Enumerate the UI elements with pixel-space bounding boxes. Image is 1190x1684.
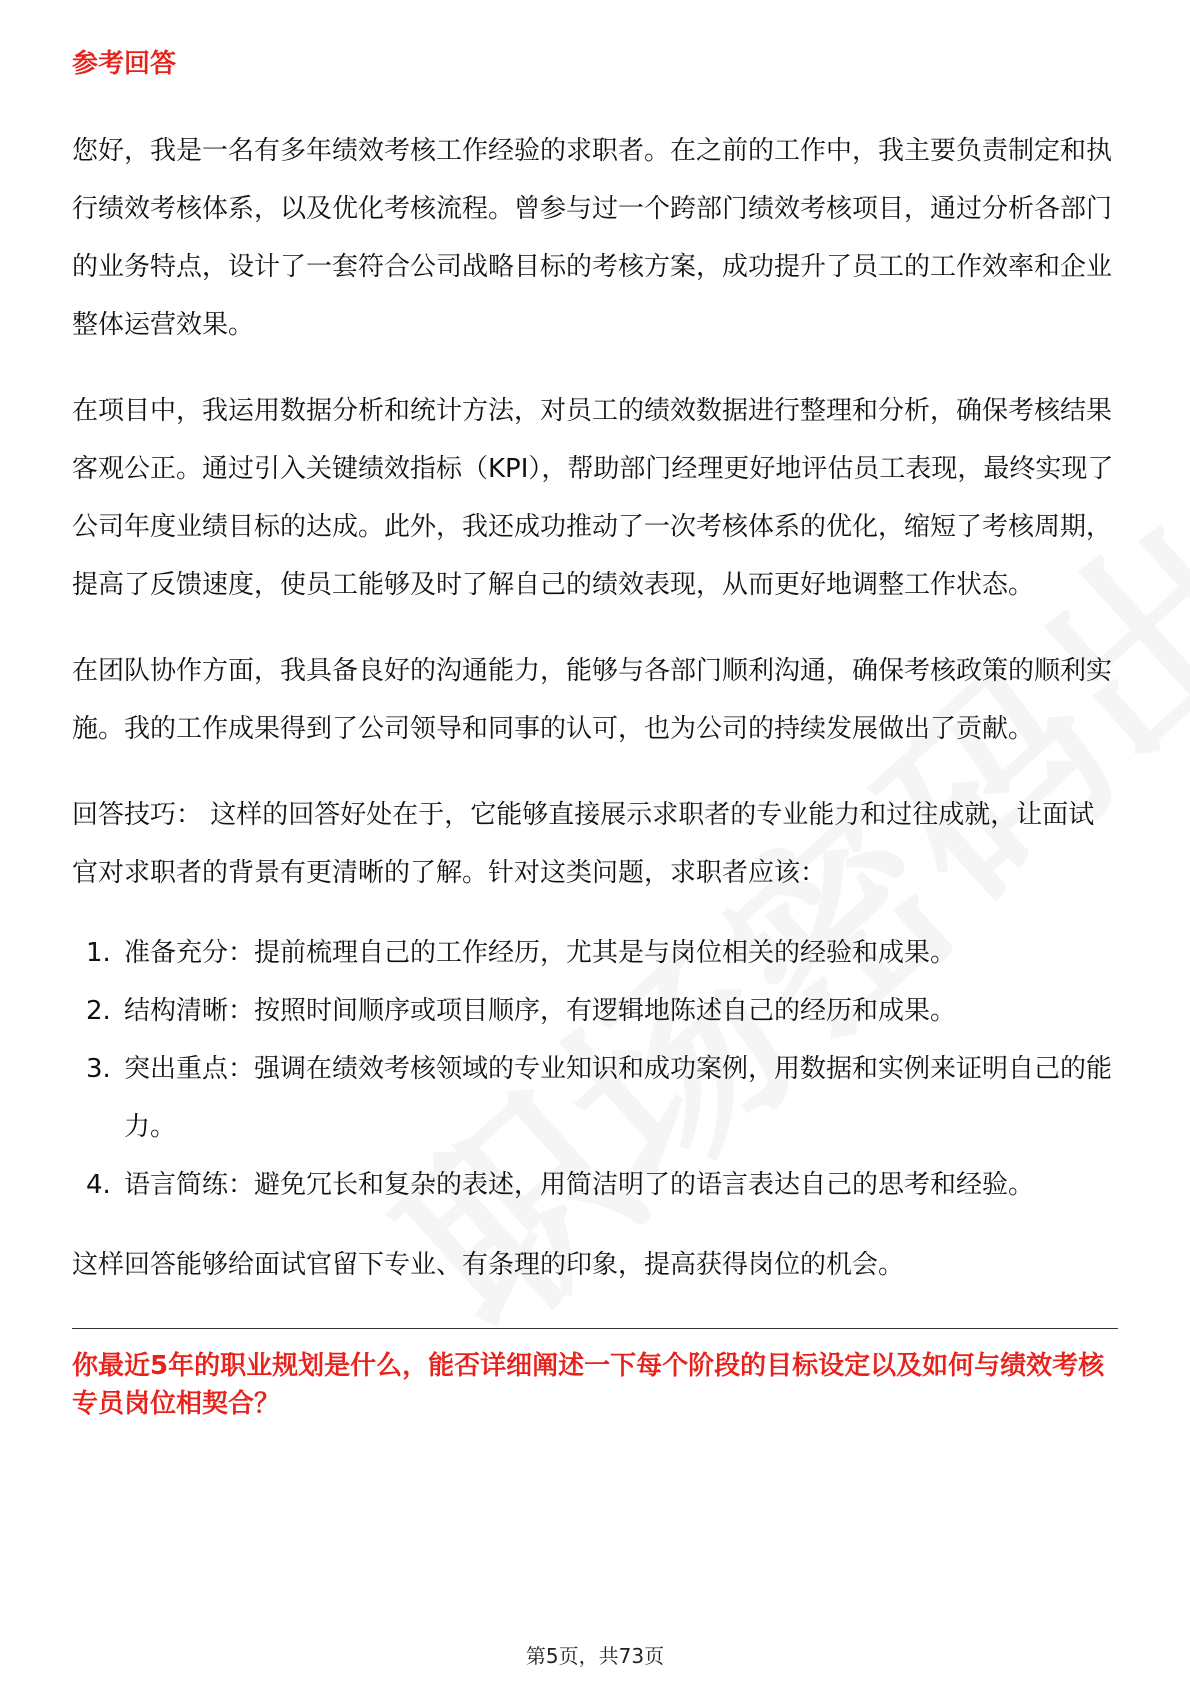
- list-item-text: 准备充分：提前梳理自己的工作经历，尤其是与岗位相关的经验和成果。: [124, 938, 957, 968]
- list-item-text: 语言简练：避免冗长和复杂的表述，用简洁明了的语言表达自己的思考和经验。: [124, 1170, 1035, 1200]
- list-item: [72, 982, 1118, 1040]
- section-divider: [72, 1328, 1118, 1329]
- list-number: 4.: [86, 1170, 111, 1200]
- list-number: 3.: [86, 1054, 111, 1084]
- page-footer: 第5页，共73页: [525, 1644, 665, 1668]
- list-item: [72, 1156, 1118, 1214]
- answer-paragraph-1: 您好，我是一名有多年绩效考核工作经验的求职者。在之前的工作中，我主要负责制定和执行绩效考核体系，以及优化考核流程。曾参与过一个跨部门绩效考核项目，通过分析各部门的业务特点，设计了一套符合公司战略目标的考核方案，成功提升了员工的工作效率和企业整体运营效果。: [72, 136, 1113, 340]
- section-heading: 参考回答: [72, 49, 177, 79]
- list-number: 1.: [86, 938, 111, 968]
- next-question-heading: 你最近5年的职业规划是什么，能否详细阐述一下每个阶段的目标设定以及如何与绩效考核专员岗位相契合？: [72, 1351, 1105, 1419]
- page-content: [72, 46, 1118, 1423]
- list-item: [72, 924, 1118, 982]
- list-item-text: 结构清晰：按照时间顺序或项目顺序，有逻辑地陈述自己的经历和成果。: [124, 996, 957, 1026]
- answer-paragraph-2: 在项目中，我运用数据分析和统计方法，对员工的绩效数据进行整理和分析，确保考核结果客观公正。通过引入关键绩效指标（KPI），帮助部门经理更好地评估员工表现，最终实现了公司年度业绩目标的达成。此外，我还成功推动了一次考核体系的优化，缩短了考核周期，提高了反馈速度，使员工能够及时了解自己的绩效表现，从而更好地调整工作状态。: [72, 396, 1114, 600]
- list-number: 2.: [86, 996, 111, 1026]
- tips-list: [72, 924, 1118, 1214]
- answer-paragraph-3: 在团队协作方面，我具备良好的沟通能力，能够与各部门顺利沟通，确保考核政策的顺利实施。我的工作成果得到了公司领导和同事的认可，也为公司的持续发展做出了贡献。: [72, 656, 1113, 744]
- tips-intro: 回答技巧： 这样的回答好处在于，它能够直接展示求职者的专业能力和过往成就，让面试官对求职者的背景有更清晰的了解。针对这类问题，求职者应该：: [72, 800, 1095, 888]
- list-item: [72, 1040, 1118, 1156]
- conclusion-paragraph: 这样回答能够给面试官留下专业、有条理的印象，提高获得岗位的机会。: [72, 1250, 905, 1280]
- list-item-text: 突出重点：强调在绩效考核领域的专业知识和成功案例，用数据和实例来证明自己的能力。: [124, 1054, 1113, 1142]
